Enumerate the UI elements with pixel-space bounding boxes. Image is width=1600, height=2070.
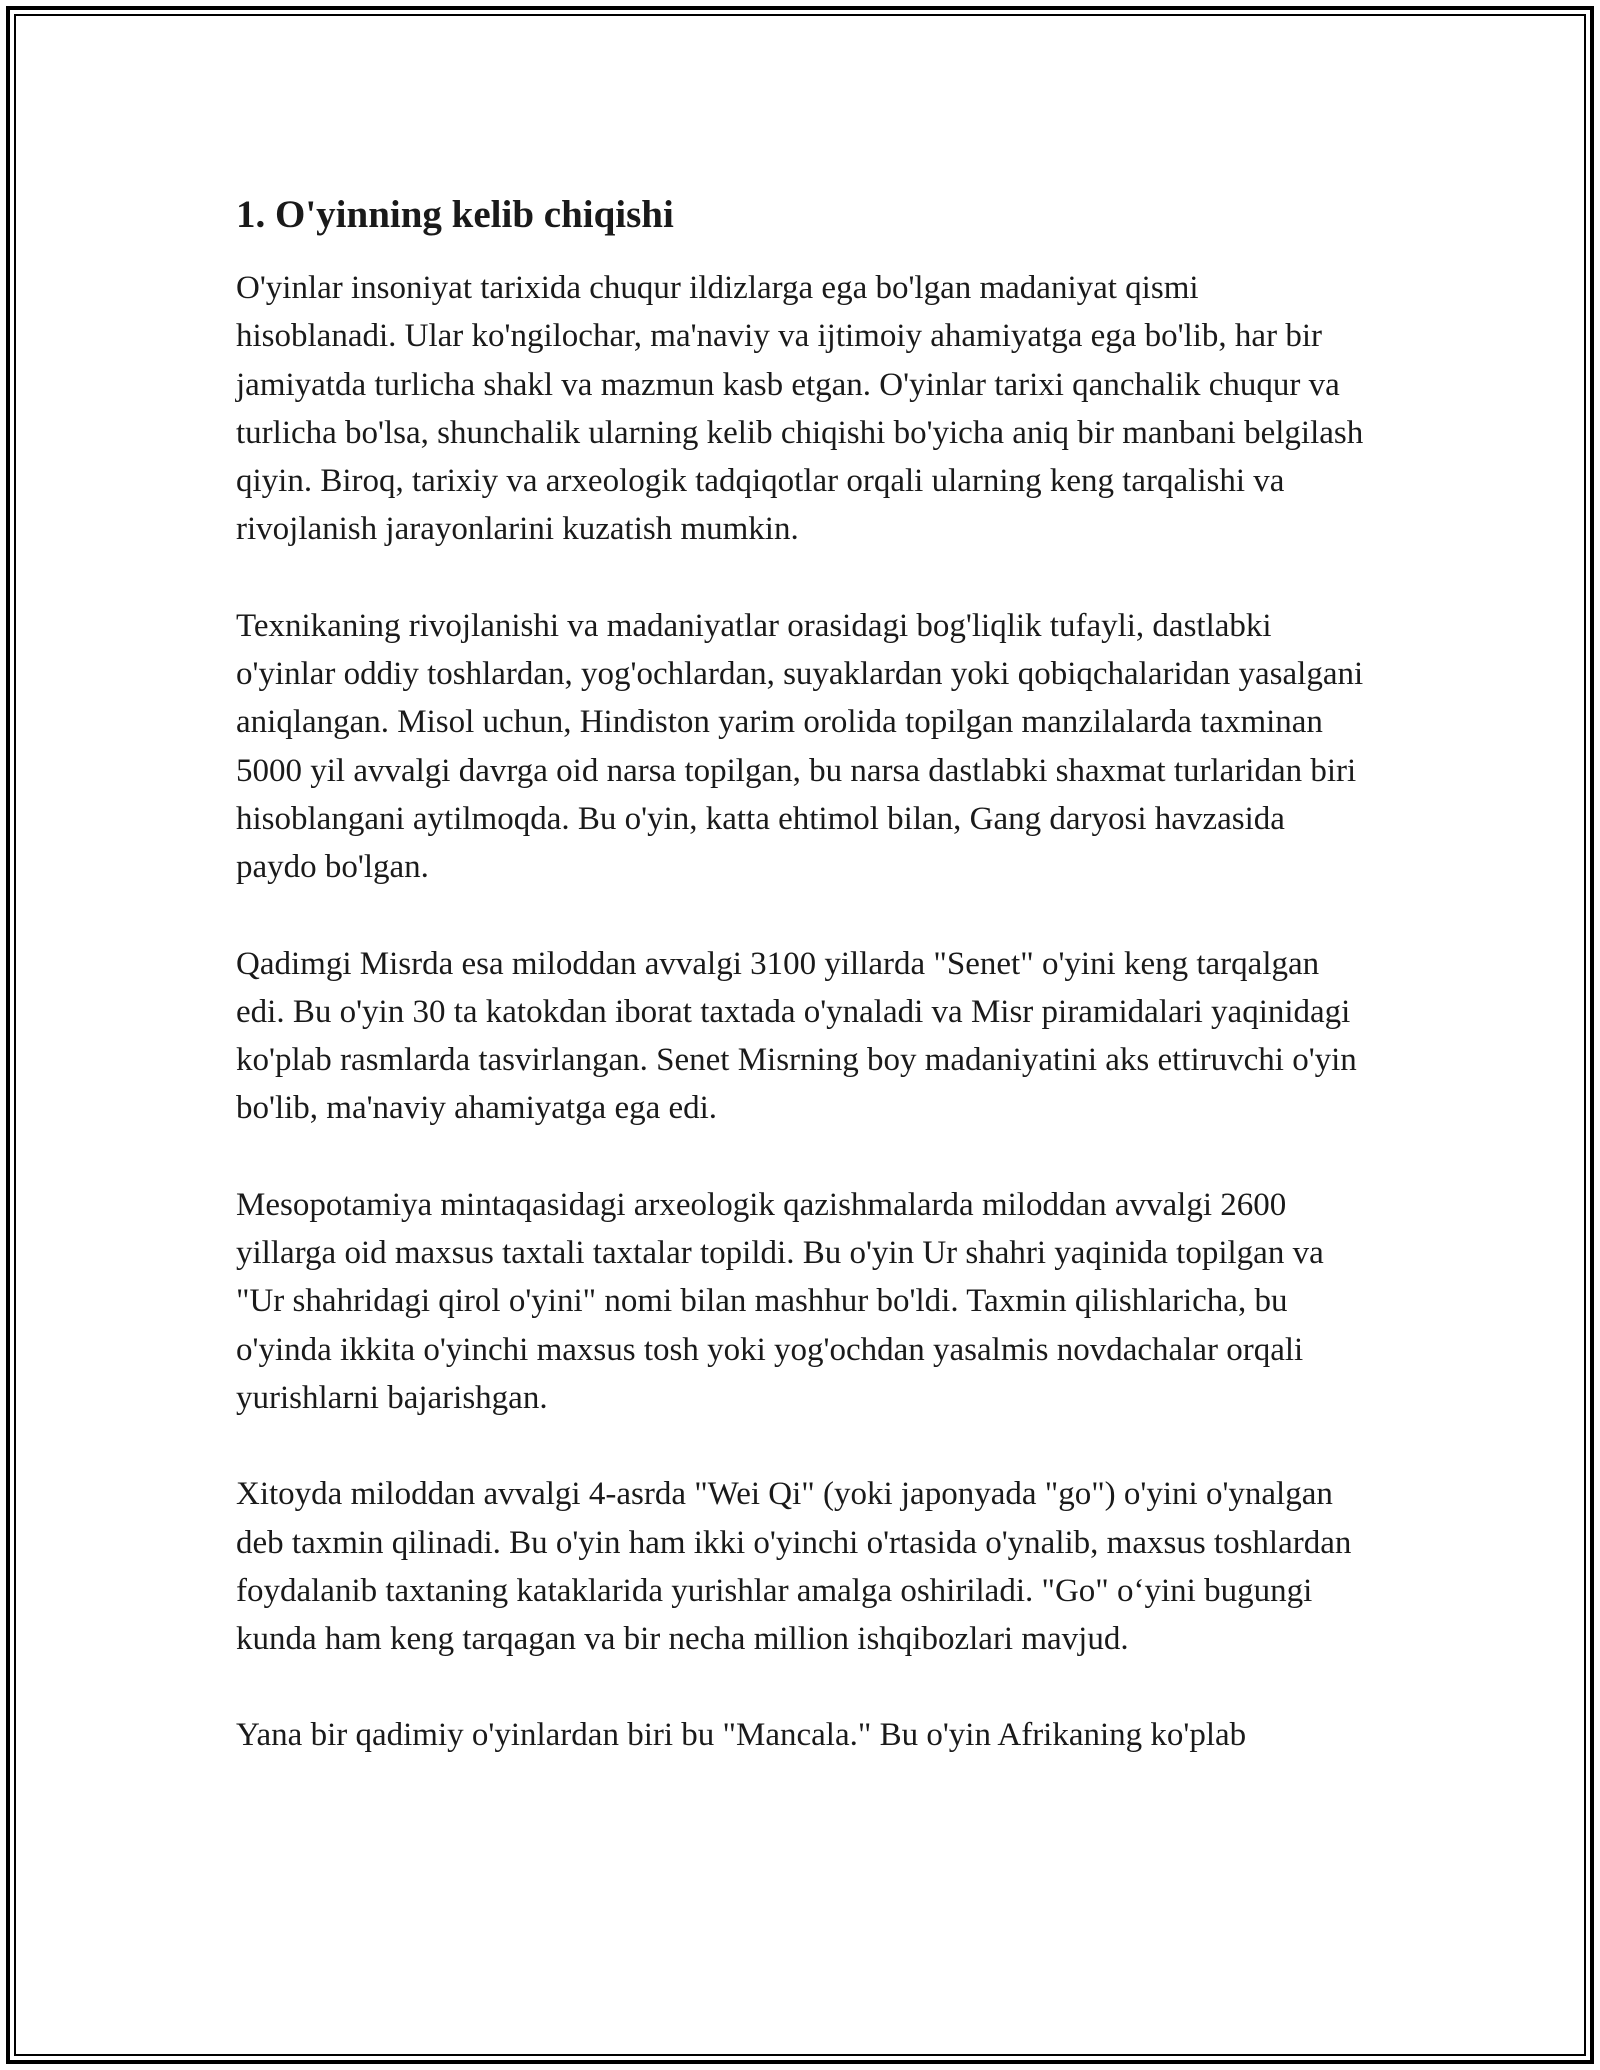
- paragraph-5: Xitoyda miloddan avvalgi 4-asrda "Wei Qi" (yoki japonyada "go") o'yini o'ynalgan deb taxmin qilinadi. Bu o'yin ham ikki o'yinchi o'rtasida o'ynalib, maxsus toshlardan foydalanib taxtaning kataklarida yurishlar amalga oshiriladi. "Go" o‘yini bugungi kunda ham keng tarqagan va bir necha million ishqibozlari mavjud.: [236, 1476, 1352, 1658]
- paragraph-1: O'yinlar insoniyat tarixida chuqur ildizlarga ega bo'lgan madaniyat qismi hisoblanadi. Ular ko'ngilochar, ma'naviy va ijtimoiy ahamiyatga ega bo'lib, har bir jamiyatda turlicha shakl va mazmun kasb etgan. O'yinlar tarixi qanchalik chuqur va turlicha bo'lsa, shunchalik ularning kelib chiqishi bo'yicha aniq bir manbani belgilash qiyin. Biroq, tarixiy va arxeologik tadqiqotlar orqali ularning keng tarqalishi va rivojlanish jarayonlarini kuzatish mumkin.: [236, 270, 1364, 548]
- paragraph-3: Qadimgi Misrda esa miloddan avvalgi 3100 yillarda "Senet" o'yini keng tarqalgan edi. Bu o'yin 30 ta katokdan iborat taxtada o'ynaladi va Misr piramidalari yaqinidagi ko'plab rasmlarda tasvirlangan. Senet Misrning boy madaniyatini aks ettiruvchi o'yin bo'lib, ma'naviy ahamiyatga ega edi.: [236, 945, 1357, 1127]
- section-heading: 1. O'yinning kelib chiqishi: [236, 193, 674, 236]
- paragraph-2: Texnikaning rivojlanishi va madaniyatlar orasidagi bog'liqlik tufayli, dastlabki o'yinlar oddiy toshlardan, yog'ochlardan, suyaklardan yoki qobiqchalaridan yasalgani aniqlangan. Misol uchun, Hindiston yarim orolida topilgan manzilalarda taxminan 5000 yil avvalgi davrga oid narsa topilgan, bu narsa dastlabki shaxmat turlaridan biri hisoblangani aytilmoqda. Bu o'yin, katta ehtimol bilan, Gang daryosi havzasida paydo bo'lgan.: [236, 607, 1364, 886]
- paragraph-4: Mesopotamiya mintaqasidagi arxeologik qazishmalarda miloddan avvalgi 2600 yillarga oid maxsus taxtali taxtalar topildi. Bu o'yin Ur shahri yaqinida topilgan va "Ur shahridagi qirol o'yini" nomi bilan mashhur bo'ldi. Taxmin qilishlaricha, bu o'yinda ikkita o'yinchi maxsus tosh yoki yog'ochdan yasalmis novdachalar orqali yurishlarni bajarishgan.: [236, 1186, 1324, 1416]
- document-body: [236, 186, 1366, 1808]
- paragraph-6: Yana bir qadimiy o'yinlardan biri bu "Mancala." Bu o'yin Afrikaning ko'plab: [236, 1717, 1247, 1754]
